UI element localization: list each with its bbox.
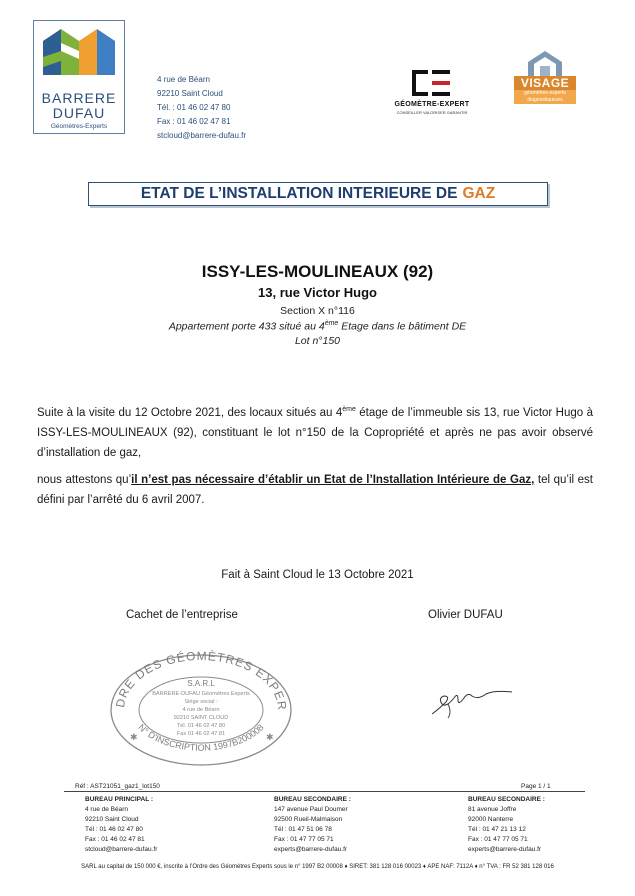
office-head: BUREAU PRINCIPAL : (85, 796, 154, 803)
office-line: Tél : 01 47 51 06 78 (274, 826, 332, 833)
visage-logo (512, 50, 578, 114)
property-appartement (0, 320, 635, 333)
title-main: ETAT DE L’INSTALLATION INTERIEURE DE (140, 185, 458, 202)
p1-text-a: Suite à la visite du 12 Octobre 2021, des locaux situés au 4 (37, 406, 343, 419)
geometre-expert-logo (388, 66, 476, 118)
contact-street: 4 rue de Béarn (157, 75, 210, 84)
office-email[interactable]: experts@barrere-dufau.fr (468, 846, 542, 853)
paragraph-attestation (37, 470, 593, 510)
property-lot: Lot n°150 (294, 335, 341, 347)
office-secondary-nanterre (468, 795, 545, 855)
geometre-subtitle: CONSEILLER VALORISER GARANTIR (396, 110, 468, 115)
p2-text-c: tel qu’il est défini par l’arrêté du 6 avril 2007. (37, 474, 593, 506)
contact-fax: Fax : 01 46 02 47 81 (157, 117, 231, 126)
paragraph-visit (37, 400, 593, 463)
handwritten-signature (428, 682, 518, 720)
footer-divider (64, 791, 585, 792)
stamp-line-3: 4 rue de Béarn (182, 707, 220, 713)
office-line: 92000 Nanterre (468, 816, 514, 823)
signature-icon (428, 682, 518, 720)
svg-text:✱: ✱ (130, 733, 138, 743)
logo-name-line2: DUFAU (52, 105, 106, 121)
appartement-sup: ème (324, 320, 339, 327)
office-email[interactable]: experts@barrere-dufau.fr (274, 846, 348, 853)
company-stamp (108, 648, 294, 766)
contact-city: 92210 Saint Cloud (157, 89, 223, 98)
property-city: ISSY-LES-MOULINEAUX (92) (201, 262, 434, 281)
office-line: Fax : 01 47 77 05 71 (468, 836, 528, 843)
company-stamp-label: Cachet de l’entreprise (126, 609, 238, 621)
page-number: Page 1 / 1 (521, 783, 551, 790)
document-title-banner (88, 182, 548, 206)
office-head: BUREAU SECONDAIRE : (468, 796, 545, 803)
office-principal (85, 795, 157, 855)
stamp-outer-bottom: N° D'INSCRIPTION 1997B200008 (136, 722, 266, 753)
office-line: 4 rue de Béarn (85, 806, 129, 813)
p2-text-a: nous attestons qu’ (37, 474, 132, 486)
houses-logo-icon (34, 21, 124, 87)
stamp-company: S.A.R.L (187, 679, 215, 688)
property-street: 13, rue Victor Hugo (258, 285, 377, 300)
office-line: Tél : 01 47 21 13 12 (468, 826, 526, 833)
logo-name-line1: BARRERE (41, 90, 117, 106)
contact-email[interactable]: stcloud@barrere-dufau.fr (157, 131, 247, 140)
place-date: Fait à Saint Cloud le 13 Octobre 2021 (221, 569, 414, 581)
property-section: Section X n°116 (280, 305, 355, 317)
title-accent-gaz: GAZ (462, 185, 496, 202)
visage-house-icon (512, 50, 578, 78)
office-line: Fax : 01 47 77 05 71 (274, 836, 334, 843)
office-line: 92500 Rueil-Malmaison (274, 816, 343, 823)
stamp-line-6: Fax 01 46 02 47 81 (176, 731, 226, 737)
geometre-emblem-icon (388, 66, 476, 100)
stamp-line-4: 92210 SAINT CLOUD (173, 715, 229, 721)
company-logo (33, 20, 125, 134)
logo-subtitle: Géomètres-Experts (50, 123, 108, 130)
office-head: BUREAU SECONDAIRE : (274, 796, 351, 803)
p1-text-b: étage de l’immeuble sis 13, rue Victor Hugo à ISSY-LES-MOULINEAUX (92), constituant le lot n°150 de la Copropriété et après ne pas avoir observé d’installation de gaz, (37, 406, 593, 459)
visage-subtitle (514, 90, 576, 104)
signer-name: Olivier DUFAU (428, 609, 503, 621)
p2-emphasis: il n’est pas nécessaire d’établir un Etat de l’Installation Intérieure de Gaz, (131, 474, 535, 486)
office-line: 81 avenue Joffre (468, 806, 517, 813)
stamp-line-5: Tél. 01 46 02 47 80 (176, 723, 226, 729)
office-line: Tél : 01 46 02 47 80 (85, 826, 143, 833)
office-line: 147 avenue Paul Doumer (274, 806, 348, 813)
header-contact (157, 73, 246, 143)
stamp-outer-top: DRE DES GÉOMÈTRES EXPER (112, 648, 290, 712)
office-email[interactable]: stcloud@barrere-dufau.fr (85, 846, 158, 853)
legal-mentions: SARL au capital de 150 000 €, inscrite à l’Ordre des Géomètres Experts sous le n° 1997 B2 00008 ♦ SIRET: 381 128 016 00023 ♦ APE NAF: 7112A ♦ n° TVA : FR 52 381 128 016 (81, 864, 554, 870)
stamp-line-1: BARRERE-DUFAU Géomètres Experts (152, 691, 250, 697)
office-line: Fax : 01 46 02 47 81 (85, 836, 145, 843)
visage-subtitle-line2: diagnostiqueurs (527, 97, 563, 103)
office-line: 92210 Saint Cloud (85, 816, 139, 823)
visage-subtitle-line1: géomètres-experts (524, 90, 566, 96)
office-secondary-rueil (274, 795, 351, 855)
geometre-title: GÉOMÈTRE-EXPERT (394, 101, 470, 108)
svg-text:✱: ✱ (266, 733, 274, 743)
stamp-seal-icon (108, 648, 294, 766)
stamp-line-2: Siège social : (184, 699, 218, 705)
contact-tel: Tél. : 01 46 02 47 80 (157, 103, 231, 112)
visage-name: VISAGE (514, 76, 576, 90)
p1-sup: ème (342, 406, 356, 413)
document-reference: Réf : AST21051_gaz1_lot150 (75, 783, 160, 790)
appartement-text-a: Appartement porte 433 situé au 4 (168, 320, 325, 333)
appartement-text-b: Etage dans le bâtiment DE (338, 320, 467, 333)
